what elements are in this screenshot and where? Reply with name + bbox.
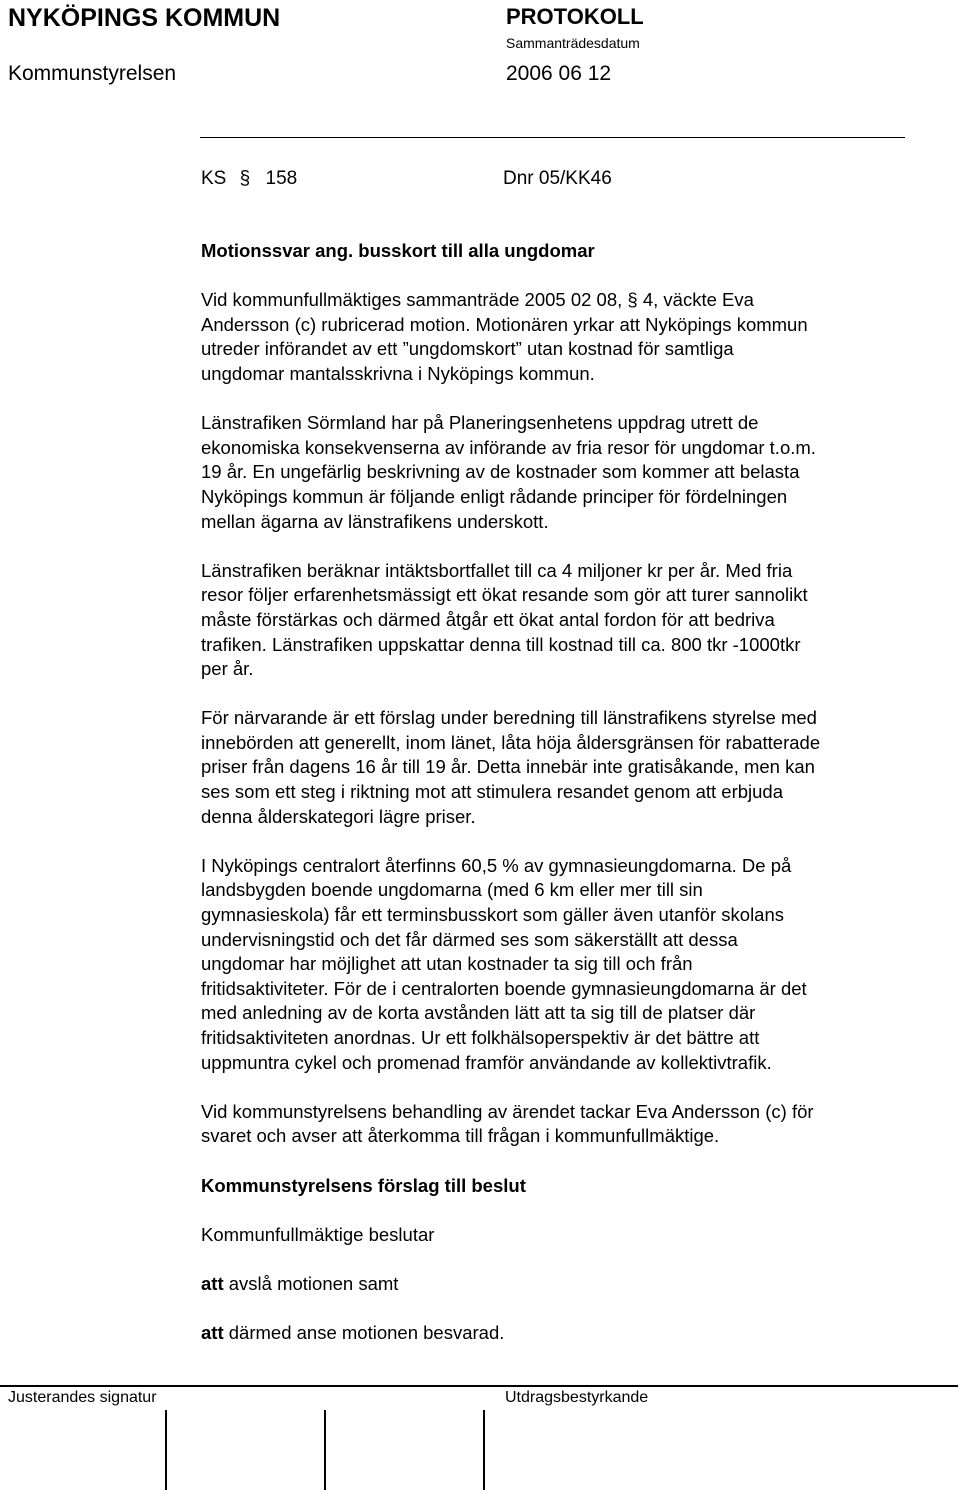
proposal-heading: Kommunstyrelsens förslag till beslut — [201, 1174, 526, 1196]
body-line: Nyköpings kommun är följande enligt rådande principer för fördelningen — [201, 485, 788, 507]
meeting-date: 2006 06 12 — [506, 62, 612, 85]
ks-label: KS — [201, 168, 227, 189]
body-line: Vid kommunfullmäktiges sammanträde 2005 02 08, § 4, väckte Eva — [201, 289, 754, 311]
diary-number: Dnr 05/KK46 — [503, 168, 612, 189]
body-line: 19 år. En ungefärlig beskrivning av de kostnader som kommer att belasta — [201, 461, 800, 483]
body-line: undervisningstid och det får därmed ses som säkerställt att dessa — [201, 928, 738, 950]
decision-text: avslå motionen samt — [223, 1272, 399, 1294]
section-symbol: § — [239, 168, 251, 189]
case-paragraph — [201, 168, 297, 190]
body-line: mellan ägarna av länstrafikens underskott. — [201, 510, 549, 532]
body-line: För närvarande är ett förslag under beredning till länstrafikens styrelse med — [201, 707, 817, 729]
body-line: per år. — [201, 658, 254, 680]
body-line: innebörden att generellt, inom länet, låta höja åldersgränsen för rabatterade — [201, 731, 821, 753]
certification-label: Utdragsbestyrkande — [505, 1389, 649, 1406]
signature-box-line — [165, 1410, 167, 1490]
body-line: fritidsaktiviteten anordnas. Ur ett folkhälsoperspektiv är det bättre att — [201, 1027, 760, 1048]
decision-intro: Kommunfullmäktige beslutar — [201, 1223, 435, 1245]
body-line: I Nyköpings centralort återfinns 60,5 % av gymnasieungdomarna. De på — [201, 854, 792, 876]
body-line: måste förstärkas och därmed åtgår ett ökat antal fordon för att bedriva — [201, 608, 775, 630]
body-line: Länstrafiken Sörmland har på Planeringsenhetens uppdrag utrett de — [201, 412, 759, 434]
body-line: ses som ett steg i riktning mot att stimulera resandet genom att erbjuda — [201, 781, 784, 803]
body-line: resor följer erfarenhetsmässigt ett ökat resande som gör att turer sannolikt — [201, 584, 808, 606]
body-line: Andersson (c) rubricerad motion. Motionären yrkar att Nyköpings kommun — [201, 313, 808, 335]
department-name: Kommunstyrelsen — [8, 62, 177, 85]
body-line: fritidsaktiviteter. För de i centralorten boende gymnasieungdomarna är det — [201, 977, 807, 999]
body-line: trafiken. Länstrafiken uppskattar denna till kostnad till ca. 800 tkr -1000tkr — [201, 633, 801, 655]
organization-name: NYKÖPINGS KOMMUN — [8, 4, 281, 32]
footer-rule — [0, 1385, 958, 1387]
signature-box-line — [483, 1410, 485, 1490]
header-rule — [200, 137, 905, 138]
body-line: denna ålderskategori lägre priser. — [201, 805, 476, 827]
signature-label: Justerandes signatur — [8, 1389, 157, 1406]
decision-item-2 — [201, 1321, 936, 1346]
signature-box-line — [324, 1410, 326, 1490]
document-title: Motionssvar ang. busskort till alla ungdomar — [201, 240, 595, 261]
body-line: Vid kommunstyrelsens behandling av ärendet tackar Eva Andersson (c) för — [201, 1100, 814, 1122]
case-number: 158 — [265, 168, 298, 189]
decision-text: därmed anse motionen besvarad. — [223, 1322, 505, 1344]
decision-item-1 — [201, 1272, 936, 1297]
body-line: ungdomar har möjlighet att utan kostnader ta sig till och från — [201, 953, 693, 975]
body-line: ungdomar mantalsskrivna i Nyköpings kommun. — [201, 362, 595, 384]
document-body — [201, 239, 936, 1346]
body-line: uppmuntra cykel och promenad framför användande av kollektivtrafik. — [201, 1051, 772, 1073]
body-line: utreder införandet av ett ”ungdomskort” utan kostnad för samtliga — [201, 338, 734, 360]
att-keyword: att — [201, 1272, 224, 1294]
body-line: gymnasieskola) får ett terminsbusskort som gäller även utanför skolans — [201, 904, 785, 926]
body-line: med anledning av de korta avstånden lätt att ta sig till de platser där — [201, 1002, 756, 1024]
date-label: Sammanträdesdatum — [506, 35, 640, 51]
body-line: Länstrafiken beräknar intäktsbortfallet till ca 4 miljoner kr per år. Med fria — [201, 559, 793, 581]
body-line: landsbygden boende ungdomarna (med 6 km eller mer till sin — [201, 879, 703, 901]
att-keyword: att — [201, 1322, 224, 1344]
document-type: PROTOKOLL — [506, 4, 644, 29]
body-line: svaret och avser att återkomma till frågan i kommunfullmäktige. — [201, 1125, 720, 1147]
body-line: ekonomiska konsekvenserna av införande av fria resor för ungdomar t.o.m. — [201, 436, 816, 458]
body-line: priser från dagens 16 år till 19 år. Detta innebär inte gratisåkande, men kan — [201, 756, 815, 778]
